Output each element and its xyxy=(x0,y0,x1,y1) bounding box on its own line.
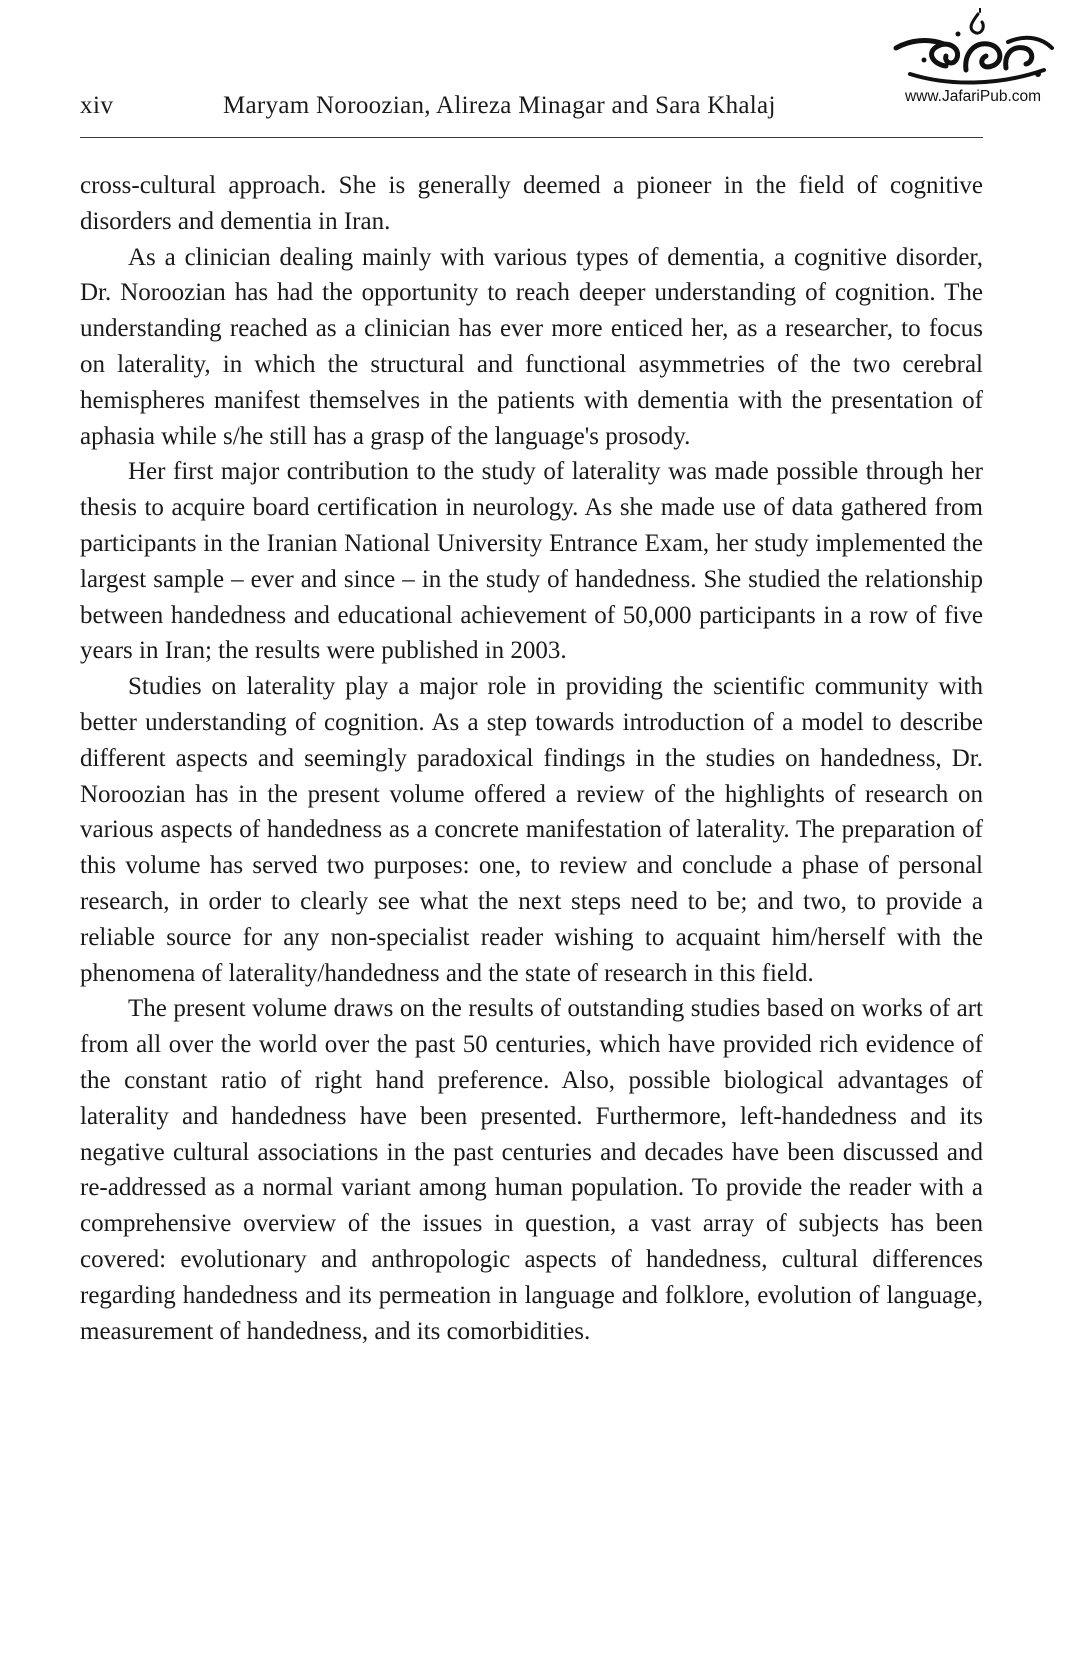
header-rule xyxy=(80,137,983,138)
page-header xyxy=(80,92,983,134)
jafaripub-calligraphy-logo-icon xyxy=(888,8,1058,92)
running-head: Maryam Noroozian, Alireza Minagar and Sara Khalaj xyxy=(223,92,776,119)
publisher-logo xyxy=(888,8,1058,112)
paragraph: Her first major contribution to the study of laterality was made possible through her thesis to acquire board certification in neurology. As she made use of data gathered from participants in the Iranian National University Entrance Exam, her study implemented the largest sample – ever and since – in the study of handedness. She studied the relationship between handedness and educational achievement of 50,000 participants in a row of five years in Iran; the results were published in 2003. xyxy=(80,458,983,665)
body-text xyxy=(80,168,983,1349)
publisher-url: www.JafariPub.com xyxy=(904,88,1042,105)
page-number: xiv xyxy=(80,92,114,119)
paragraph: The present volume draws on the results of outstanding studies based on works of art from all over the world over the past 50 centuries, which have provided rich evidence of the constant ratio of right hand preference. Also, possible biological advantages of laterality and handedness have been presented. Furthermore, left-handedness and its negative cultural associations in the past centuries and decades have been discussed and re-addressed as a normal variant among human population. To provide the reader with a comprehensive overview of the issues in question, a vast array of subjects has been covered: evolutionary and anthropologic aspects of handedness, cultural differences regarding handedness and its permeation in language and folklore, evolution of language, measurement of handedness, and its comorbidities. xyxy=(80,995,983,1345)
paragraph: Studies on laterality play a major role in providing the scientific community with better understanding of cognition. As a step towards introduction of a model to describe different aspects and seemingly paradoxical findings in the studies on handedness, Dr. Noroozian has in the present volume offered a review of the highlights of research on various aspects of handedness as a concrete manifestation of laterality. The preparation of this volume has served two purposes: one, to review and conclude a phase of personal research, in order to clearly see what the next steps need to be; and two, to provide a reliable source for any non-specialist reader wishing to acquaint him/herself with the phenomena of laterality/handedness and the state of research in this field. xyxy=(80,673,983,987)
paragraph: cross-cultural approach. She is generally deemed a pioneer in the field of cognitive disorders and dementia in Iran. xyxy=(80,172,983,235)
paragraph: As a clinician dealing mainly with various types of dementia, a cognitive disorder, Dr. Noroozian has had the opportunity to reach deeper understanding of cognition. The understanding reached as a clinician has ever more enticed her, as a researcher, to focus on laterality, in which the structural and functional asymmetries of the two cerebral hemispheres manifest themselves in the patients with dementia with the presentation of aphasia while s/he still has a grasp of the language's prosody. xyxy=(80,243,983,450)
